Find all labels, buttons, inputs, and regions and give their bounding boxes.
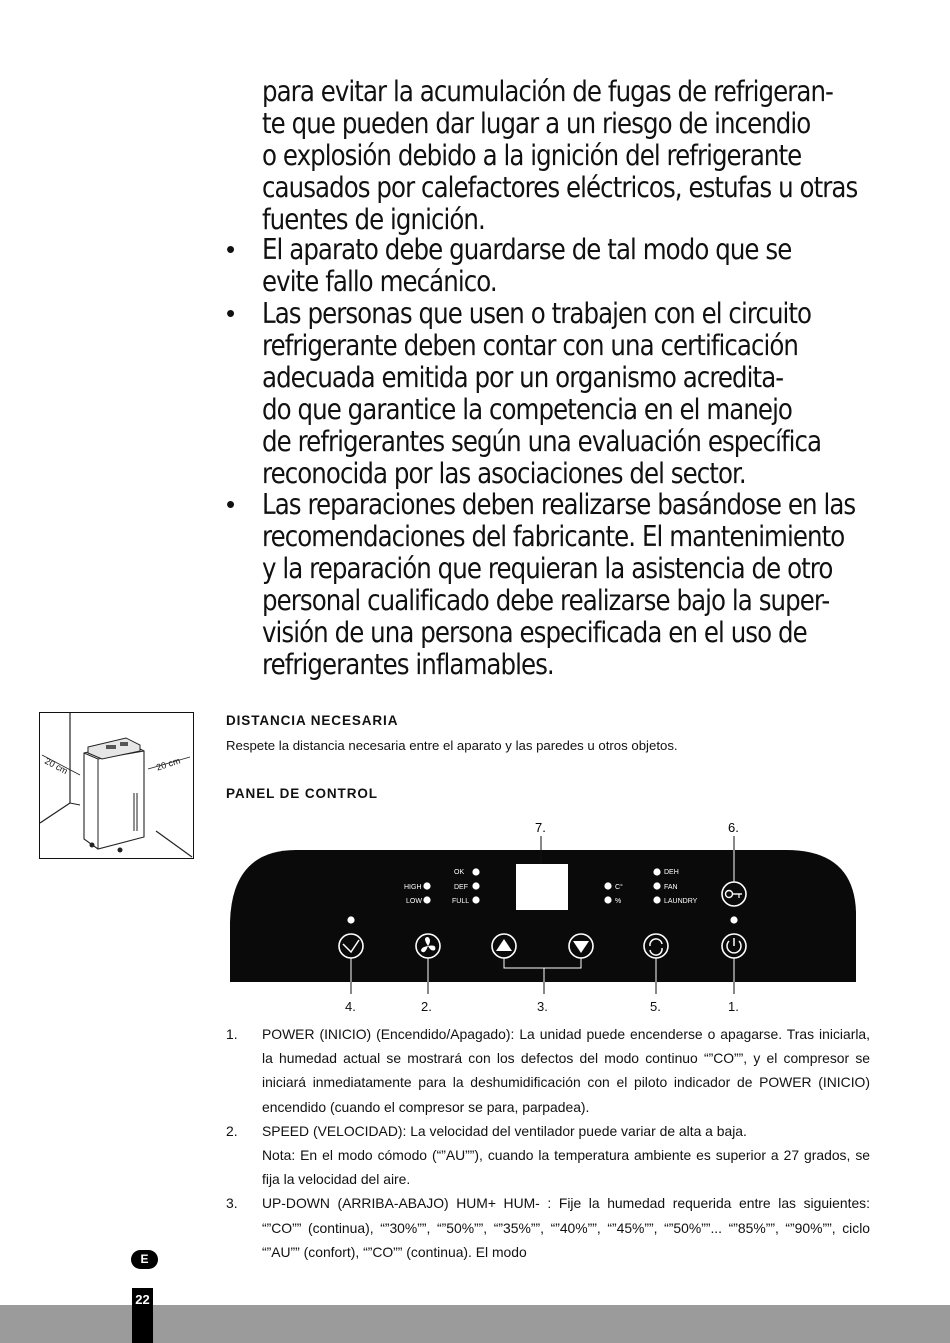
left-distance-label: 20 cm <box>43 755 70 777</box>
warning-line: El aparato debe guardarse de tal modo que se <box>262 233 792 266</box>
led-percent <box>604 896 611 903</box>
control-descriptions <box>226 1022 870 1264</box>
warning-line: o explosión debido a la ignición del refrigerante <box>262 138 802 172</box>
warning-bullet-3 <box>262 489 869 680</box>
warning-line: recomendaciones del fabricante. El mantenimiento <box>262 519 845 553</box>
callout-7: 7. <box>535 820 546 835</box>
bullet-dot: • <box>226 298 236 328</box>
callout-6: 6. <box>728 820 739 835</box>
warning-line: do que garantice la competencia en el manejo <box>262 392 792 426</box>
list-note: Nota: En el modo cómodo (“”AU””), cuando la temperatura ambiente es superior a 27 grados, se fija la velocidad del aire. <box>262 1147 870 1188</box>
warning-line: refrigerantes inflamables. <box>262 647 554 681</box>
right-distance-label: 20 cm <box>155 755 182 773</box>
warning-line: Las personas que usen o trabajen con el circuito <box>262 297 812 330</box>
warning-line: adecuada emitida por un organismo acredita- <box>262 360 784 394</box>
label-ok: OK <box>454 869 465 876</box>
callout-2: 2. <box>421 999 432 1014</box>
led-timer <box>347 916 354 923</box>
led-ok <box>472 868 479 875</box>
power-button[interactable] <box>722 934 746 958</box>
list-item <box>226 1119 870 1143</box>
warning-line: causados por calefactores eléctricos, estufas u otras <box>262 170 858 204</box>
label-low: LOW <box>406 898 422 905</box>
led-low <box>423 896 430 903</box>
label-laundry: LAUNDRY <box>664 898 698 905</box>
bullet-dot: • <box>226 234 236 264</box>
label-deh: DEH <box>664 869 679 876</box>
led-fan <box>653 882 660 889</box>
callout-4: 4. <box>345 999 356 1014</box>
warning-line: fuentes de ignición. <box>262 202 485 236</box>
led-laundry <box>653 896 660 903</box>
list-number: 3. <box>226 1195 238 1212</box>
label-full: FULL <box>452 898 470 905</box>
list-item <box>226 1191 870 1264</box>
callout-1: 1. <box>728 999 739 1014</box>
led-full <box>472 896 479 903</box>
led-power <box>730 916 737 923</box>
warning-line: para evitar la acumulación de fugas de refrigeran- <box>262 75 833 108</box>
warning-line: refrigerante deben contar con una certificación <box>262 328 799 362</box>
control-panel-diagram <box>226 812 866 1022</box>
warning-bullet-1 <box>262 234 869 298</box>
language-badge: E <box>131 1250 158 1269</box>
led-def <box>472 882 479 889</box>
warning-line: Las reparaciones deben realizarse basándose en las <box>262 488 856 521</box>
warning-continuation <box>262 76 869 236</box>
list-number: 1. <box>226 1026 238 1042</box>
list-text: POWER (INICIO) (Encendido/Apagado): La unidad puede encenderse o apagarse. Tras iniciarla, la humedad actual se mostrará con los defectos del modo continuo “”CO””, y el compresor se iniciará inmediatamente para la deshumidificación con el piloto indicador de POWER (INICIO) encendido (cuando el compresor se para, parpadea). <box>262 1026 870 1115</box>
warning-bullet-2 <box>262 298 869 489</box>
callout-5: 5. <box>650 999 661 1014</box>
distance-text: Respete la distancia necesaria entre el aparato y las paredes u otros objetos. <box>226 738 678 753</box>
warning-line: reconocida por las asociaciones del sector. <box>262 456 746 490</box>
callout-3: 3. <box>537 999 548 1014</box>
label-high: HIGH <box>404 884 422 891</box>
humidity-display <box>516 864 568 910</box>
list-text: SPEED (VELOCIDAD): La velocidad del ventilador puede variar de alta a baja. <box>262 1122 747 1139</box>
warning-line: visión de una persona especificada en el uso de <box>262 615 807 649</box>
label-celsius: C° <box>615 884 623 891</box>
control-heading: PANEL DE CONTROL <box>226 786 378 801</box>
humidity-down-button[interactable] <box>569 934 593 958</box>
led-celsius <box>604 882 611 889</box>
bullet-dot: • <box>226 489 236 519</box>
list-text: UP-DOWN (ARRIBA-ABAJO) HUM+ HUM- : Fije la humedad requerida entre las siguientes: “”CO”” (continua), “”30%””, “”50%””, “”35%””, “”40%””, “”45%””, “”50%””... “”85%””, “”90%””, ciclo “”AU”” (confort), “”CO”” (continua). El modo <box>262 1195 870 1260</box>
led-high <box>423 882 430 889</box>
speed-button[interactable] <box>416 934 440 958</box>
label-fan: FAN <box>664 884 678 891</box>
warning-line: evite fallo mecánico. <box>262 264 497 298</box>
distance-heading: DISTANCIA NECESARIA <box>226 713 399 728</box>
label-percent: % <box>615 898 622 905</box>
list-item <box>226 1022 870 1119</box>
timer-button[interactable] <box>339 934 363 958</box>
led-deh <box>653 868 660 875</box>
humidity-up-button[interactable] <box>492 934 516 958</box>
label-def: DEF <box>454 884 468 891</box>
warning-line: de refrigerantes según una evaluación específica <box>262 424 822 458</box>
warning-line: y la reparación que requieran la asistencia de otro <box>262 551 833 585</box>
warning-line: te que pueden dar lugar a un riesgo de incendio <box>262 106 811 140</box>
child-lock-button[interactable] <box>722 882 746 906</box>
warning-line: personal cualificado debe realizarse bajo la super- <box>262 583 830 617</box>
distance-illustration <box>39 712 194 859</box>
mode-button[interactable] <box>644 934 668 958</box>
list-number: 2. <box>226 1122 238 1139</box>
page-number: 22 <box>135 1292 150 1307</box>
